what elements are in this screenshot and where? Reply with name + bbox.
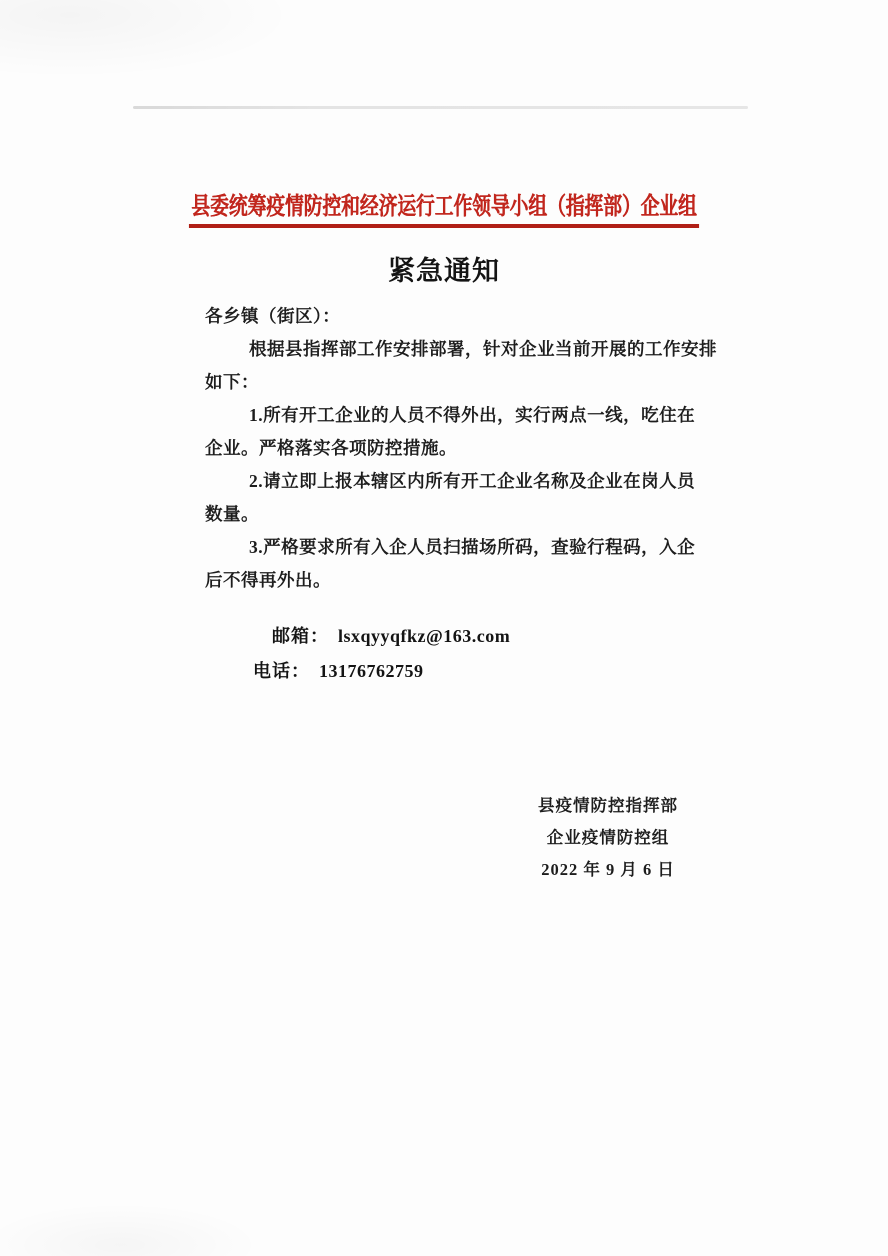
page-top-divider (133, 106, 748, 109)
body-line: 数量。 (205, 504, 259, 524)
body-line-item-1: 1.所有开工企业的人员不得外出，实行两点一线，吃住在 (249, 405, 696, 425)
body-line: 如下： (205, 372, 259, 392)
signature-unit-2: 企业疫情防控组 (546, 828, 670, 847)
body-line-item-3: 3.严格要求所有入企人员扫描场所码，查验行程码，入企 (249, 537, 696, 557)
org-title (0, 186, 888, 228)
email-label: 邮箱： (272, 626, 329, 646)
signature-date: 2022 年 9 月 6 日 (541, 860, 675, 879)
phone-row (253, 657, 424, 683)
body-line: 企业。严格落实各项防控措施。 (205, 438, 457, 458)
notice-body (205, 300, 765, 597)
signature-block (468, 790, 748, 886)
org-title-text: 县委统筹疫情防控和经济运行工作领导小组（指挥部）企业组 (189, 186, 699, 228)
email-row (272, 622, 510, 648)
phone-label: 电话： (253, 661, 310, 681)
body-line: 根据县指挥部工作安排部署，针对企业当前开展的工作安排 (249, 339, 717, 359)
signature-unit-1: 县疫情防控指挥部 (538, 796, 678, 815)
email-value: lsxqyyqfkz@163.com (338, 626, 511, 646)
notice-title: 紧急通知 (388, 256, 500, 286)
salutation-line: 各乡镇（街区）： (205, 306, 341, 326)
phone-value: 13176762759 (319, 661, 424, 681)
body-line: 后不得再外出。 (205, 570, 331, 590)
body-line-item-2: 2.请立即上报本辖区内所有开工企业名称及企业在岗人员 (249, 471, 696, 491)
